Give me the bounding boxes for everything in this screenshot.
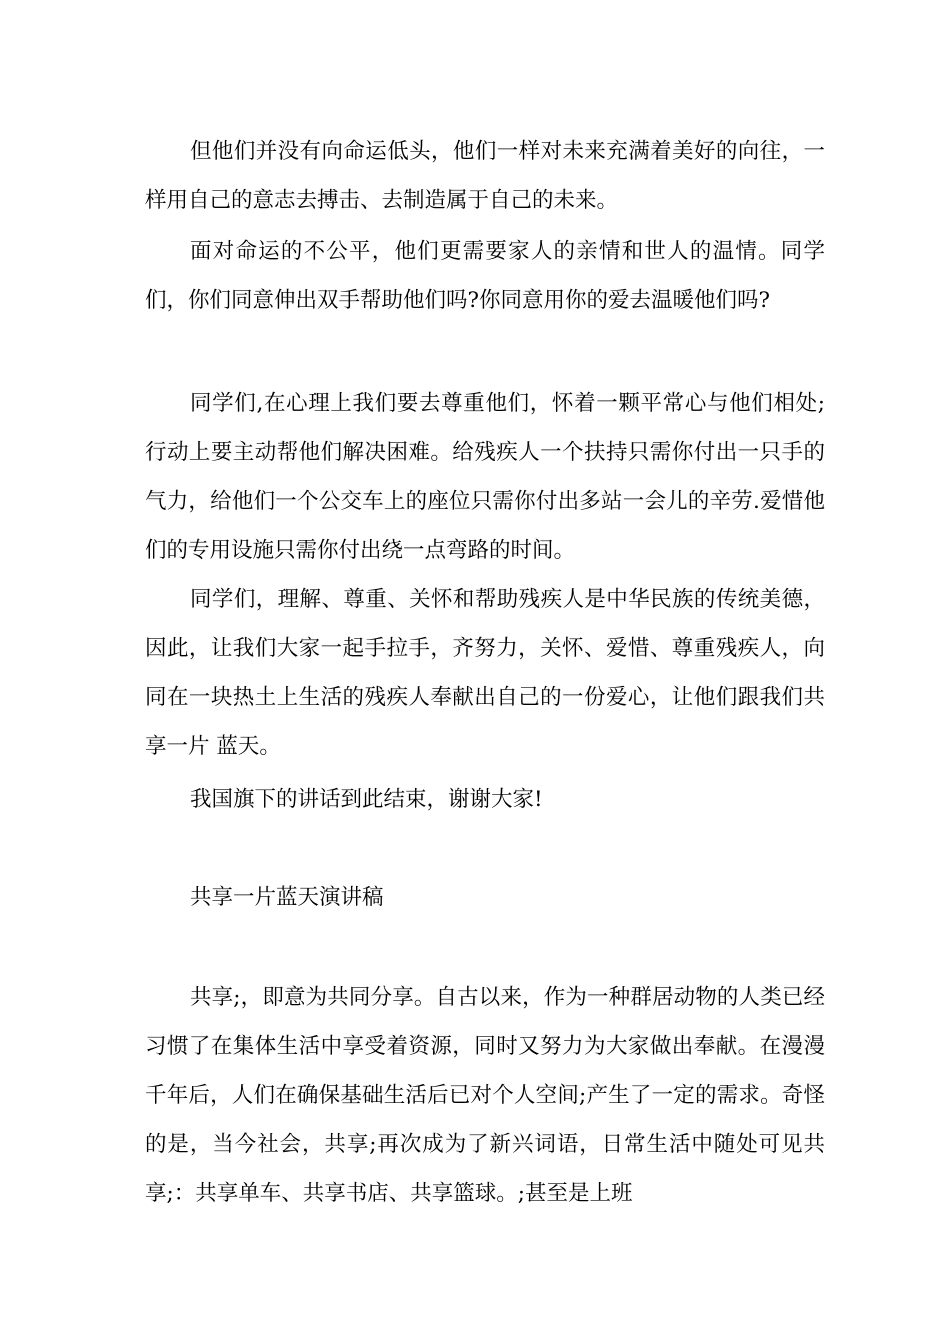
paragraph-4: 同学们，理解、尊重、关怀和帮助残疾人是中华民族的传统美德，因此，让我们大家一起手拉手，齐努力，关怀、爱惜、尊重残疾人，向同在一块热土上生活的残疾人奉献出自己的一份爱心，让他们跟我们共享一片 蓝天。 xyxy=(145,587,825,759)
paragraph-1: 但他们并没有向命运低头，他们一样对未来充满着美好的向往，一样用自己的意志去搏击、去制造属于自己的未来。 xyxy=(145,139,825,213)
paragraph-3: 同学们,在心理上我们要去尊重他们，怀着一颗平常心与他们相处;行动上要主动帮他们解决困难。给残疾人一个扶持只需你付出一只手的气力，给他们一个公交车上的座位只需你付出多站一会儿的辛劳.爱惜他们的专用设施只需你付出绕一点弯路的时间。 xyxy=(145,391,825,563)
paragraph-6: 共享;，即意为共同分享。自古以来，作为一种群居动物的人类已经习惯了在集体生活中享受着资源，同时又努力为大家做出奉献。在漫漫千年后，人们在确保基础生活后已对个人空间;产生了一定的需求。奇怪的是，当今社会，共享;再次成为了新兴词语，日常生活中随处可见共享;：共享单车、共享书店、共享篮球。;甚至是上班 xyxy=(145,985,825,1206)
paragraph-2: 面对命运的不公平，他们更需要家人的亲情和世人的温情。同学们，你们同意伸出双手帮助他们吗?你同意用你的爱去温暖他们吗? xyxy=(145,239,825,313)
section-title: 共享一片蓝天演讲稿 xyxy=(190,885,384,910)
paragraph-5: 我国旗下的讲话到此结束，谢谢大家! xyxy=(190,787,543,812)
